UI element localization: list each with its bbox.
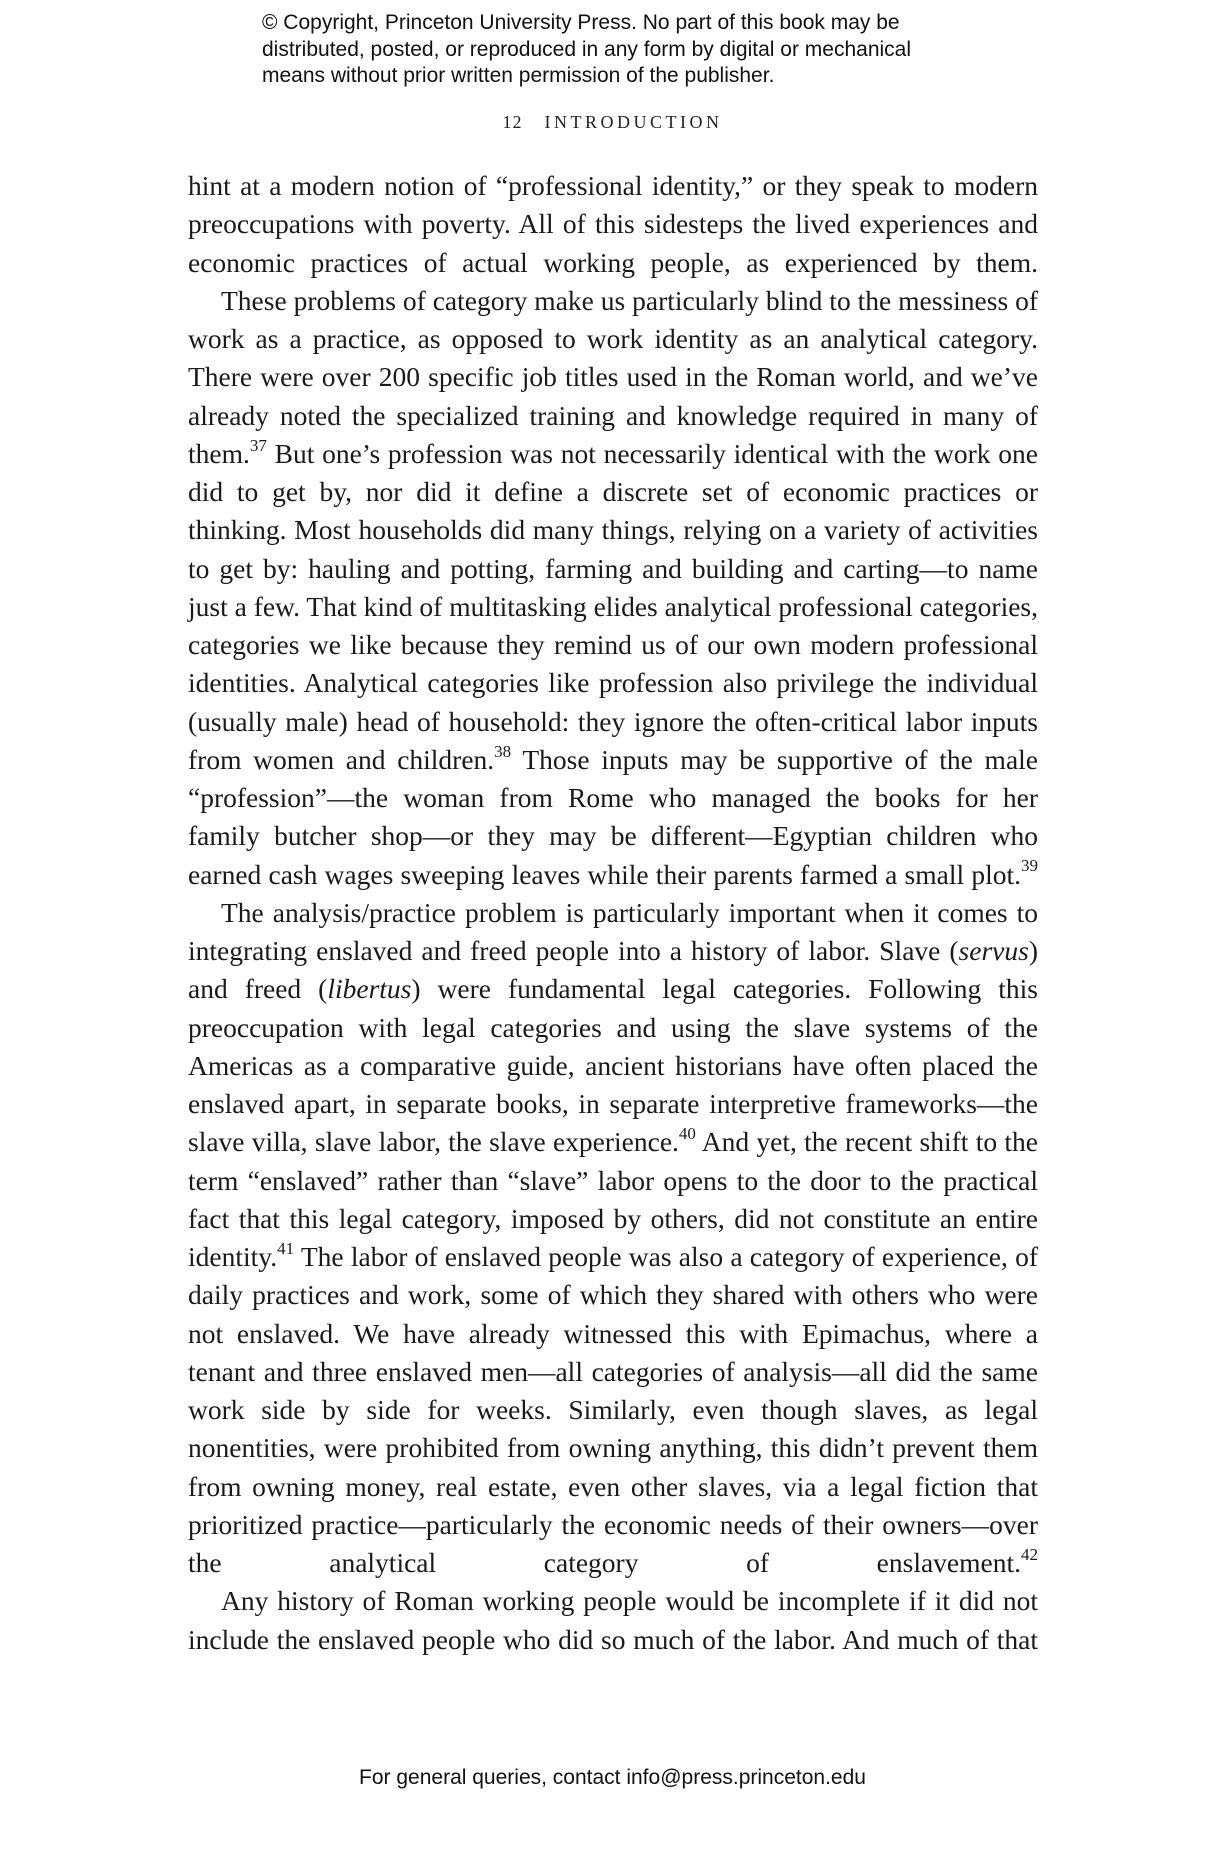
paragraph-text: The labor of enslaved people was also a category of experience, of daily practices and work, some of which they shared with others who were not enslaved. We have already witnessed this with Epimachus, where a tenant and three enslaved men—all categories of analysis—all did the same work side by side for weeks. Similarly, even though slaves, as legal nonentities, were prohibited from owning anything, this didn’t prevent them from owning money, real estate, even other slaves, via a legal fiction that prioritized practice—particularly the economic needs of their owners—over the analytical category of enslavement. — [188, 1241, 1038, 1578]
paragraph-text: The analysis/practice problem is particularly important when it comes to integrating enslaved and freed people into a history of labor. Slave ( — [188, 896, 1038, 966]
chapter-title: INTRODUCTION — [544, 112, 723, 132]
footnote-ref-42[interactable]: 42 — [1021, 1544, 1038, 1564]
paragraph-text: Those inputs may be supportive of the male “profession”—the woman from Rome who managed the books for her family butcher shop—or they may be different—Egyptian children who earned cash wages sweeping leaves while their parents farmed a small plot. — [188, 743, 1038, 890]
paragraph-text: ) and freed ( — [188, 935, 1038, 1005]
paragraph-4 — [188, 1582, 1038, 1659]
paragraph-text: And yet, the recent shift to the term “enslaved” rather than “slave” labor opens to the door to the practical fact that this legal category, imposed by others, did not constitute an entire identity. — [188, 1126, 1039, 1272]
paragraph-2 — [188, 282, 1038, 894]
italic-term-servus: servus — [958, 935, 1029, 966]
paragraph-text: ) were fundamental legal categories. Following this preoccupation with legal categories and using the slave systems of the Americas as a comparative guide, ancient historians have often placed the enslaved apart, in separate books, in separate interpretive frameworks—the slave villa, slave labor, the slave experience. — [188, 973, 1038, 1158]
copyright-line: © Copyright, Princeton University Press. No part of this book may be — [262, 11, 900, 34]
paragraph-text: hint at a modern notion of “professional identity,” or they speak to modern preoccupations with poverty. All of this sidesteps the lived experiences and economic practices of actual working people, as experienced by them. — [188, 170, 1038, 278]
footnote-ref-39[interactable]: 39 — [1021, 856, 1038, 876]
paragraph-text: But one’s profession was not necessarily identical with the work one did to get by, nor did it define a discrete set of economic practices or thinking. Most households did many things, relying on a variety of activities to get by: hauling and potting, farming and building and carting—to name just a few. That kind of multitasking elides analytical professional categories, categories we like because they remind us of our own modern professional identities. Analytical categories like profession also privilege the individual (usually male) head of household: they ignore the often-critical labor inputs from women and children. — [188, 437, 1038, 775]
running-head — [0, 112, 1225, 133]
copyright-notice — [262, 10, 1022, 90]
footnote-ref-38[interactable]: 38 — [494, 741, 512, 761]
paragraph-text: These problems of category make us particularly blind to the messiness of work as a practice, as opposed to work identity as an analytical category. There were over 200 specific job titles used in the Roman world, and we’ve already noted the specialized training and knowledge required in many of them. — [188, 284, 1038, 469]
body-text — [188, 167, 1038, 1659]
paragraph-1 — [188, 167, 1038, 282]
footnote-ref-41[interactable]: 41 — [277, 1238, 295, 1258]
paragraph-text: Any history of Roman working people would be incomplete if it did not include the enslaved people who did so much of the labor. And much of that — [188, 1585, 1038, 1655]
page-number: 12 — [502, 112, 523, 132]
paragraph-3 — [188, 894, 1038, 1583]
italic-term-libertus: libertus — [327, 973, 412, 1005]
copyright-line: distributed, posted, or reproduced in any form by digital or mechanical — [262, 37, 912, 61]
footnote-ref-37[interactable]: 37 — [249, 435, 267, 455]
copyright-line: means without prior written permission of the publisher. — [262, 64, 775, 87]
footnote-ref-40[interactable]: 40 — [678, 1124, 696, 1144]
footer-contact: For general queries, contact info@press.princeton.edu — [359, 1766, 866, 1789]
